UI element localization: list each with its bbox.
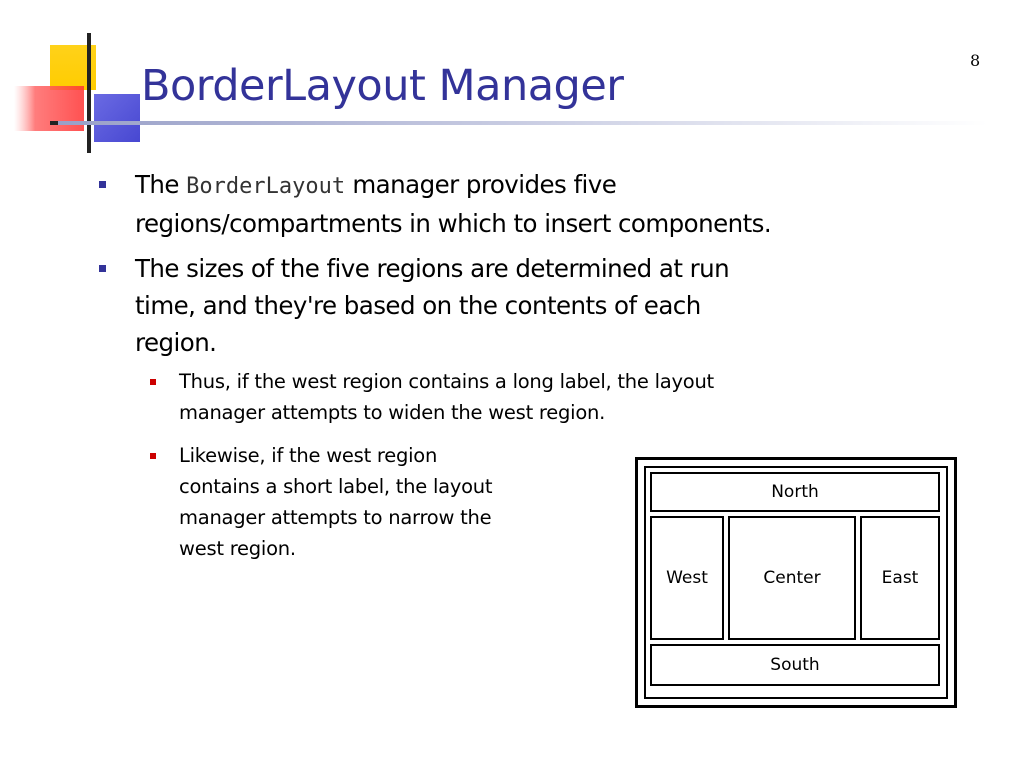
page-number: 8 [970, 51, 981, 70]
title-underline [58, 121, 988, 125]
bullet-line: regions/compartments in which to insert components. [135, 209, 772, 238]
diagram-frame [644, 466, 948, 699]
bullet-line: contains a short label, the layout [179, 475, 493, 498]
bullet-item [135, 250, 729, 361]
code-term: BorderLayout [186, 174, 346, 199]
region-east: East [860, 516, 940, 640]
small-square-bullet-icon [150, 453, 156, 459]
bullet-line: region. [135, 328, 217, 357]
region-west: West [650, 516, 724, 640]
bullet-text: manager provides five [345, 170, 617, 199]
bullet-line: The sizes of the five regions are determined at run [135, 254, 730, 283]
square-bullet-icon [99, 181, 106, 188]
bullet-line: Likewise, if the west region [179, 444, 438, 467]
bullet-line: time, and they're based on the contents of each [135, 291, 701, 320]
small-square-bullet-icon [150, 379, 156, 385]
borderlayout-diagram [635, 457, 957, 708]
region-center: Center [728, 516, 856, 640]
bullet-line: Thus, if the west region contains a long label, the layout [179, 370, 714, 393]
bullet-line: manager attempts to widen the west region. [179, 401, 606, 424]
sub-bullet-item [179, 366, 714, 428]
square-bullet-icon [99, 265, 106, 272]
bullet-text: The [135, 170, 187, 199]
slide-title: BorderLayout Manager [141, 61, 624, 111]
bullet-item [135, 166, 771, 242]
bullet-line: west region. [179, 537, 296, 560]
bullet-line: manager attempts to narrow the [179, 506, 492, 529]
bullet-line [135, 166, 771, 205]
region-south: South [650, 644, 940, 686]
region-north: North [650, 472, 940, 512]
sub-bullet-item [179, 440, 492, 564]
